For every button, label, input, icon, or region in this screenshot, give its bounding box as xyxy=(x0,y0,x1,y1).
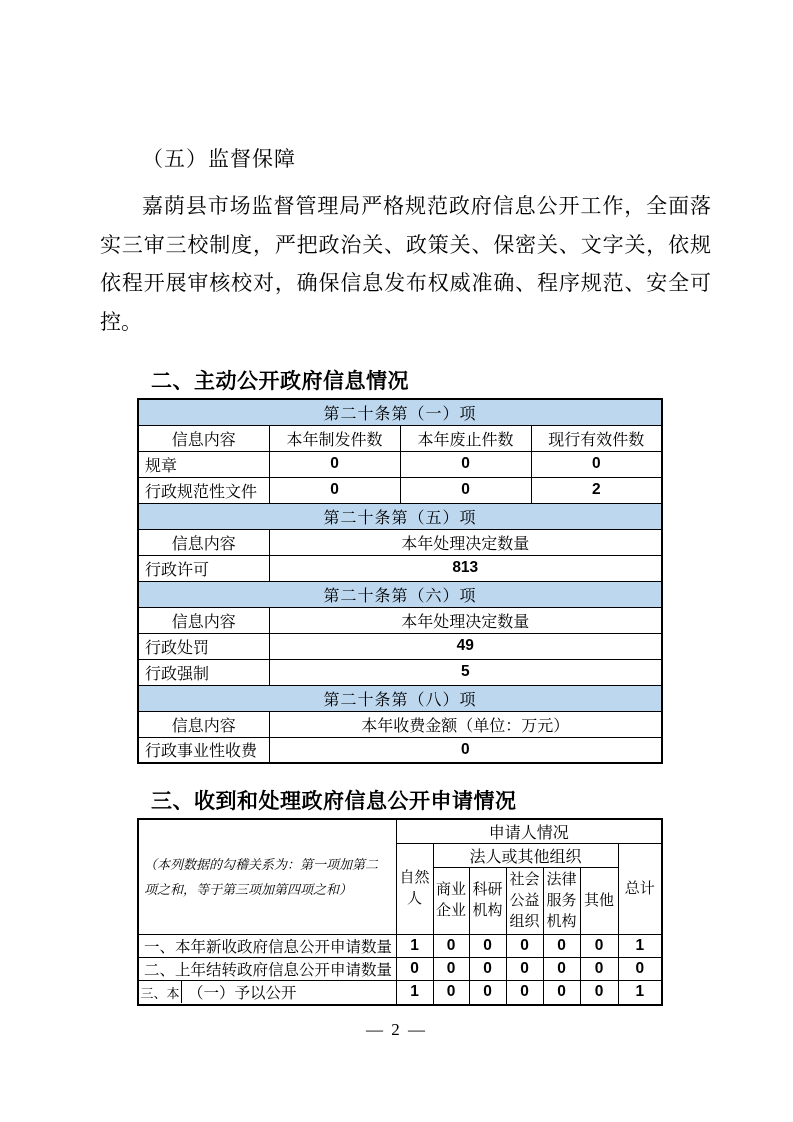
row-label-cell: 规章 xyxy=(138,451,269,477)
table-row xyxy=(138,451,662,477)
band-header-cell: 第二十条第（五）项 xyxy=(138,503,662,529)
value-cell: 0 xyxy=(618,958,662,981)
table-row xyxy=(138,711,662,737)
section-title-proactive-disclosure: 二、主动公开政府信息情况 xyxy=(151,370,409,393)
column-header-cell: 现行有效件数 xyxy=(531,425,662,451)
value-cell: 0 xyxy=(269,737,662,763)
value-cell: 0 xyxy=(400,477,531,503)
paragraph-line: 嘉荫县市场监督管理局严格规范政府信息公开工作，全面落 xyxy=(142,194,711,218)
value-cell: 0 xyxy=(580,935,618,958)
table-row xyxy=(138,659,662,685)
row-label-cell: 行政规范性文件 xyxy=(138,477,269,503)
value-cell: 1 xyxy=(396,981,433,1005)
value-cell: 0 xyxy=(506,935,543,958)
value-cell: 0 xyxy=(543,981,580,1005)
table-row xyxy=(138,958,662,981)
row-label-text: （一）予以公开 xyxy=(188,985,297,1003)
note-cell: （本列数据的勾稽关系为：第一项加第二项之和，等于第三项加第四项之和） xyxy=(138,819,396,935)
value-cell: 1 xyxy=(396,935,433,958)
column-header-cell: 本年处理决定数量 xyxy=(269,607,662,633)
table-row xyxy=(138,529,662,555)
row-label-cell: 行政处罚 xyxy=(138,633,269,659)
value-cell: 1 xyxy=(618,981,662,1005)
value-cell: 0 xyxy=(396,958,433,981)
table-row xyxy=(138,581,662,607)
table-row xyxy=(138,737,662,763)
section-title-applications: 三、收到和处理政府信息公开申请情况 xyxy=(151,790,517,813)
column-header-cell: 本年收费金额（单位：万元） xyxy=(269,711,662,737)
column-header-cell: 其他 xyxy=(580,868,618,935)
value-cell: 49 xyxy=(269,633,662,659)
column-header-cell: 本年处理决定数量 xyxy=(269,529,662,555)
applications-table xyxy=(137,818,663,1006)
value-cell: 0 xyxy=(269,451,400,477)
proactive-disclosure-table xyxy=(137,398,663,764)
table-row xyxy=(138,981,662,1005)
value-cell: 0 xyxy=(469,981,506,1005)
row-label-prefix: 三、本 xyxy=(139,981,182,1003)
value-cell: 0 xyxy=(433,958,469,981)
column-header-cell: 社会公益组织 xyxy=(506,868,543,935)
intro-paragraph xyxy=(100,187,711,341)
table-row xyxy=(138,399,662,425)
row-label-cell xyxy=(138,981,396,1005)
row-label-cell: 一、本年新收政府信息公开申请数量 xyxy=(138,935,396,958)
applicant-header-cell: 申请人情况 xyxy=(396,819,662,844)
value-cell: 0 xyxy=(433,935,469,958)
group-header-cell: 法人或其他组织 xyxy=(433,844,618,868)
column-header-cell: 自然人 xyxy=(396,844,433,935)
page-number: — 2 — xyxy=(366,1020,427,1039)
row-label-cell: 行政强制 xyxy=(138,659,269,685)
value-cell: 0 xyxy=(433,981,469,1005)
table-row xyxy=(138,425,662,451)
table-row xyxy=(138,685,662,711)
band-header-cell: 第二十条第（八）项 xyxy=(138,685,662,711)
paragraph-line: 依程开展审核校对，确保信息发布权威准确、程序规范、安全可 xyxy=(100,271,711,295)
value-cell: 0 xyxy=(506,958,543,981)
value-cell: 0 xyxy=(269,477,400,503)
value-cell: 1 xyxy=(618,935,662,958)
band-header-cell: 第二十条第（一）项 xyxy=(138,399,662,425)
value-cell: 0 xyxy=(400,451,531,477)
value-cell: 0 xyxy=(543,958,580,981)
paragraph-line: 实三审三校制度，严把政治关、政策关、保密关、文字关，依规 xyxy=(100,232,711,257)
column-header-cell: 本年制发件数 xyxy=(269,425,400,451)
table-row xyxy=(138,935,662,958)
column-header-cell: 法律服务机构 xyxy=(543,868,580,935)
column-header-cell: 信息内容 xyxy=(138,529,269,555)
value-cell: 0 xyxy=(469,935,506,958)
subsection-heading: （五）监督保障 xyxy=(142,147,296,171)
table-row xyxy=(138,503,662,529)
column-header-cell: 科研机构 xyxy=(469,868,506,935)
table-row xyxy=(138,819,662,844)
value-cell: 0 xyxy=(531,451,662,477)
column-header-cell: 本年废止件数 xyxy=(400,425,531,451)
value-cell: 813 xyxy=(269,555,662,581)
value-cell: 0 xyxy=(580,981,618,1005)
column-header-cell: 信息内容 xyxy=(138,607,269,633)
table-row xyxy=(138,633,662,659)
column-header-cell: 总计 xyxy=(618,844,662,935)
table-row xyxy=(138,477,662,503)
value-cell: 2 xyxy=(531,477,662,503)
value-cell: 5 xyxy=(269,659,662,685)
band-header-cell: 第二十条第（六）项 xyxy=(138,581,662,607)
column-header-cell: 信息内容 xyxy=(138,425,269,451)
row-label-cell: 行政事业性收费 xyxy=(138,737,269,763)
column-header-cell: 信息内容 xyxy=(138,711,269,737)
value-cell: 0 xyxy=(543,935,580,958)
table-row xyxy=(138,607,662,633)
row-label-cell: 二、上年结转政府信息公开申请数量 xyxy=(138,958,396,981)
value-cell: 0 xyxy=(580,958,618,981)
row-label-cell: 行政许可 xyxy=(138,555,269,581)
value-cell: 0 xyxy=(506,981,543,1005)
table-row xyxy=(138,555,662,581)
value-cell: 0 xyxy=(469,958,506,981)
paragraph-line: 控。 xyxy=(100,309,142,334)
column-header-cell: 商业企业 xyxy=(433,868,469,935)
